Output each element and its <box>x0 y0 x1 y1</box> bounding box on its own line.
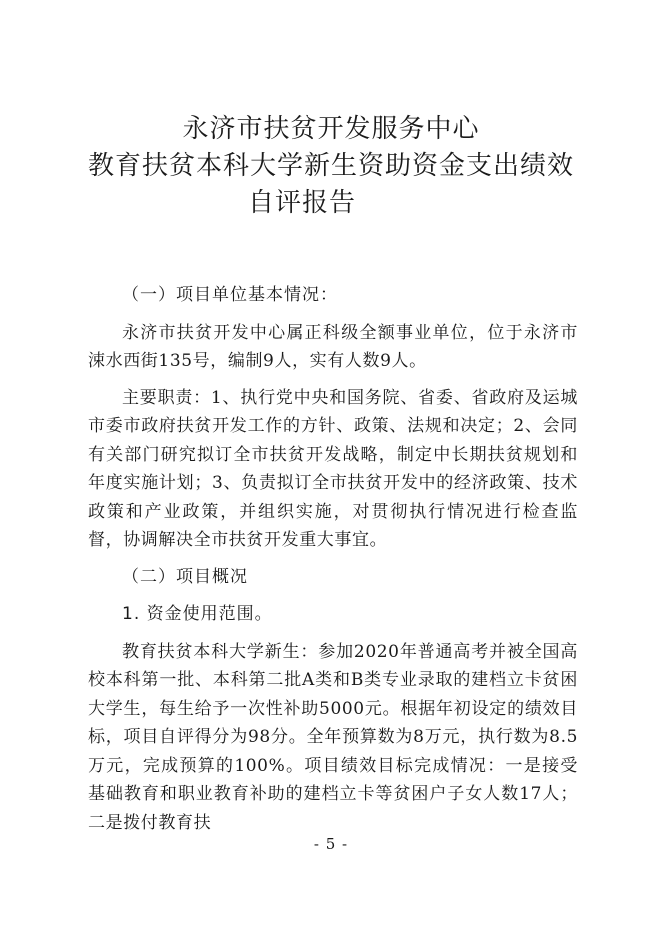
document-title <box>0 111 662 222</box>
section-1-paragraph-1: 永济市扶贫开发中心属正科级全额事业单位，位于永济市涑水西街135号，编制9人，实有人数9人。 <box>88 322 578 371</box>
page-number: - 5 - <box>313 835 349 853</box>
document-body <box>88 281 578 845</box>
section-1-paragraph-2: 主要职责：1、执行党中央和国务院、省委、省政府及运城市委市政府扶贫开发工作的方针、政策、法规和决定；2、会同有关部门研究拟订全市扶贫开发战略，制定中长期扶贫规划和年度实施计划；3、负责拟订全市扶贫开发中的经济政策、技术政策和产业政策，并组织实施，对贯彻执行情况进行检查监督，协调解决全市扶贫开发重大事宜。 <box>88 387 578 550</box>
section-2-subheading: 1. 资金使用范围。 <box>122 604 273 624</box>
title-line-2: 教育扶贫本科大学新生资助资金支出绩效 <box>87 151 574 181</box>
section-2-paragraph-1: 教育扶贫本科大学新生：参加2020年普通高考并被全国高校本科第一批、本科第二批A类和B类专业录取的建档立卡贫困大学生，每生给予一次性补助5000元。根据年初设定的绩效目标，项目自评得分为98分。全年预算数为8万元，执行数为8.5万元，完成预算的100%。项目绩效目标完成情况：一是接受基础教育和职业教育补助的建档立卡等贫困户子女人数17人；二是拨付教育扶 <box>88 641 578 833</box>
section-1-heading: （一）项目单位基本情况： <box>122 285 338 305</box>
section-2-heading: （二）项目概况 <box>122 566 248 587</box>
title-line-1: 永济市扶贫开发服务中心 <box>182 114 480 144</box>
title-line-3: 自评报告 <box>247 188 356 218</box>
